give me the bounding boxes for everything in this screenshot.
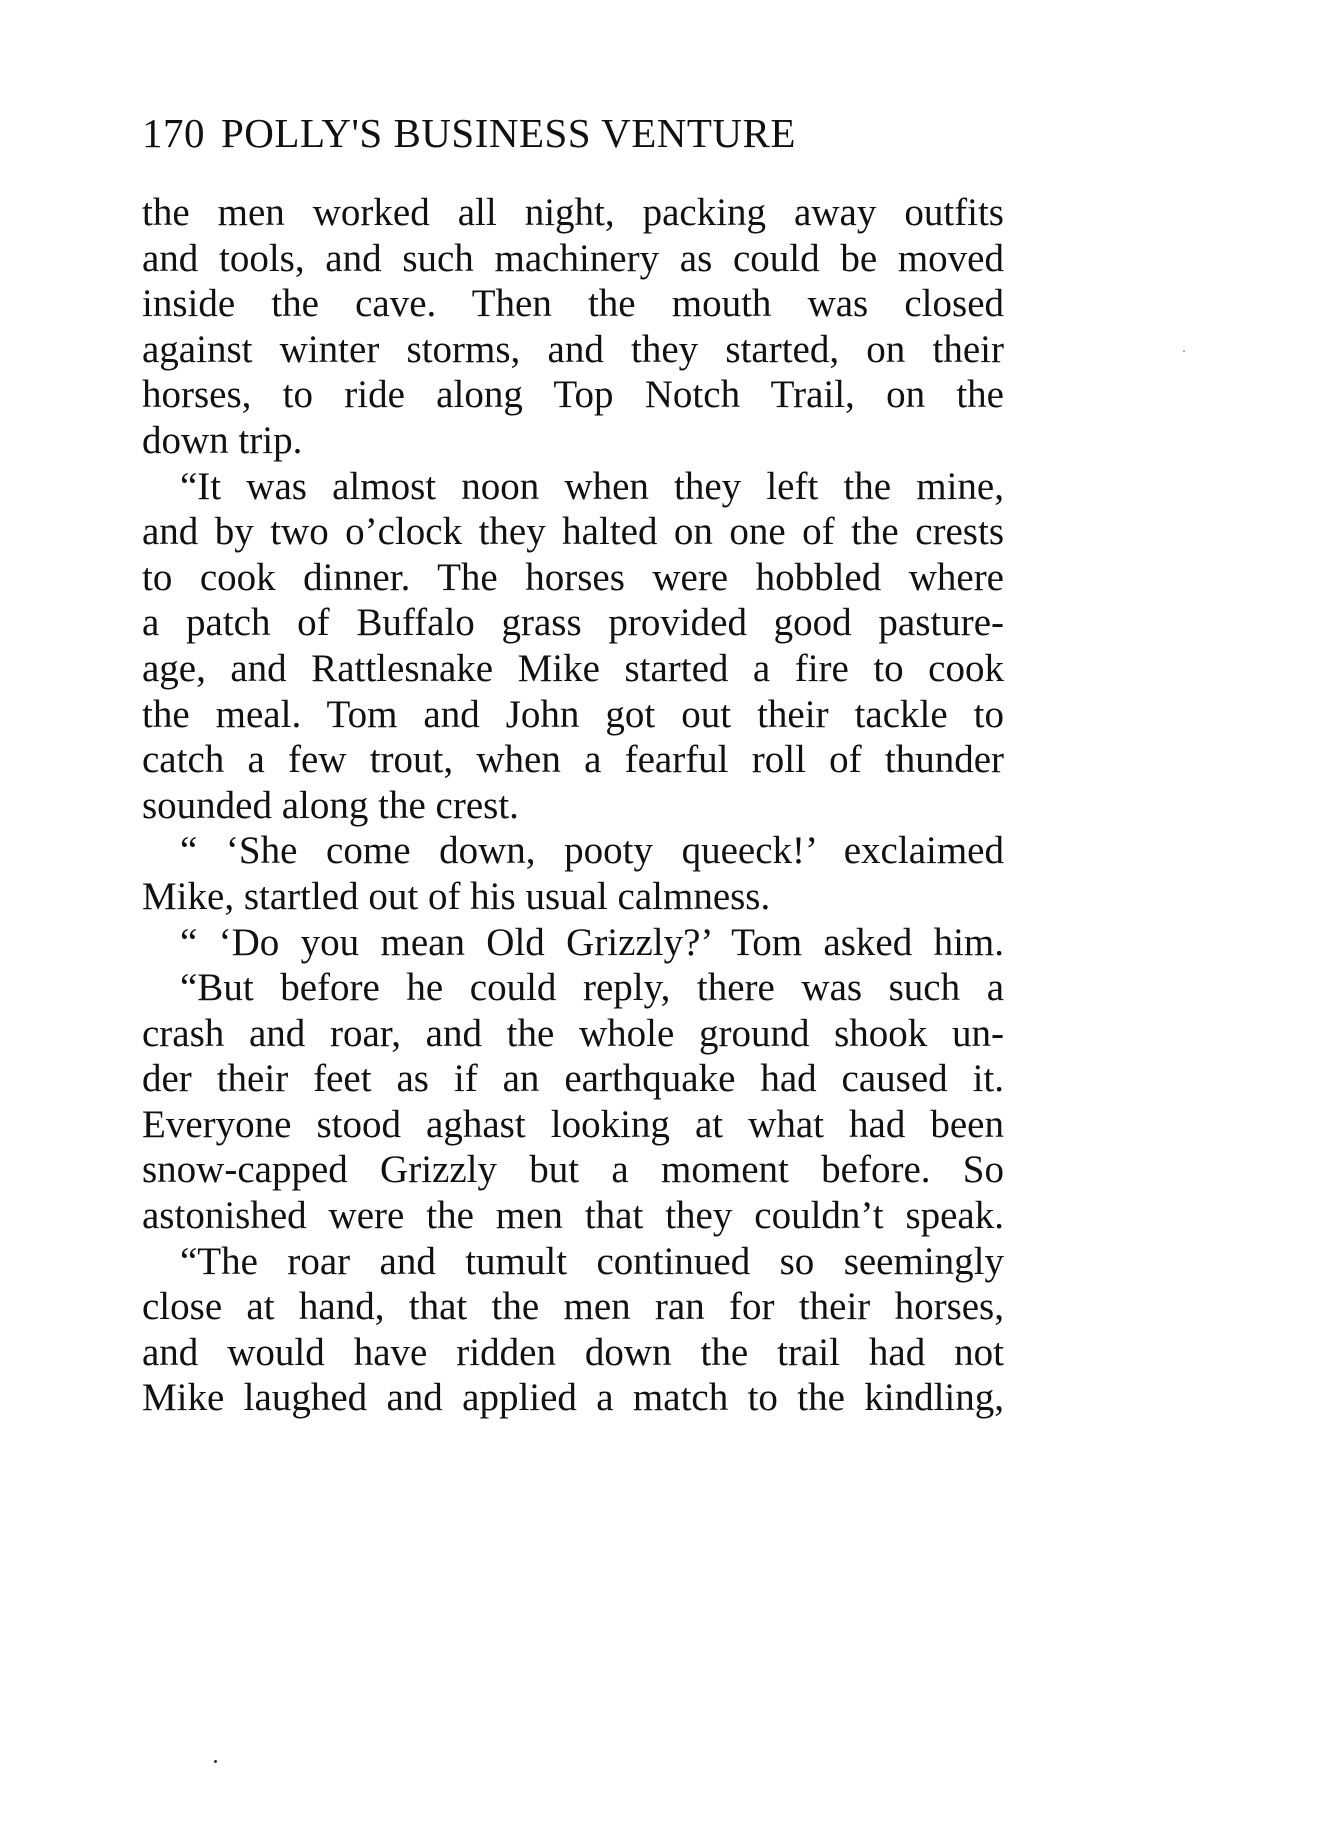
text-line: snow-capped Grizzly but a moment before. So (142, 1148, 1004, 1192)
text-line: “ ‘She come down, pooty queeck!’ exclaimed (180, 829, 1004, 873)
body-text (142, 190, 1004, 1421)
text-line: astonished were the men that they couldn’t speak. (142, 1194, 1004, 1238)
page-number: 170 (142, 110, 205, 156)
text-line: close at hand, that the men ran for their horses, (142, 1285, 1004, 1329)
text-line: horses, to ride along Top Notch Trail, on the (142, 373, 1004, 417)
text-line: the meal. Tom and John got out their tackle to (142, 692, 1004, 736)
text-line: inside the cave. Then the mouth was closed (142, 282, 1004, 326)
text-line: Everyone stood aghast looking at what had been (142, 1102, 1004, 1146)
text-line: crash and roar, and the whole ground shook un- (142, 1011, 1004, 1055)
text-line: and tools, and such machinery as could be moved (142, 236, 1004, 280)
text-line: the men worked all night, packing away outfits (142, 191, 1004, 234)
text-line: and would have ridden down the trail had not (142, 1330, 1004, 1374)
text-line: age, and Rattlesnake Mike started a fire to cook (142, 646, 1004, 690)
text-line: and by two o’clock they halted on one of the crests (142, 510, 1004, 554)
text-line: catch a few trout, when a fearful roll of thunder (142, 738, 1004, 782)
text-line: down trip. (142, 418, 303, 462)
scan-speck (1183, 350, 1185, 352)
text-line: against winter storms, and they started, on their (142, 327, 1004, 371)
text-line: der their feet as if an earthquake had caused it. (142, 1057, 1004, 1101)
text-line: Mike, startled out of his usual calmness. (142, 874, 771, 918)
text-line: Mike laughed and applied a match to the kindling, (142, 1376, 1004, 1420)
text-line: a patch of Buffalo grass provided good pasture- (142, 601, 1004, 645)
scan-speck (214, 1760, 217, 1763)
text-line: sounded along the crest. (142, 783, 519, 827)
text-line: “ ‘Do you mean Old Grizzly?’ Tom asked him. (180, 920, 1004, 964)
text-line: “It was almost noon when they left the mine, (180, 464, 1004, 508)
running-head (142, 108, 1022, 158)
running-title: POLLY'S BUSINESS VENTURE (221, 110, 796, 156)
text-line: to cook dinner. The horses were hobbled where (142, 555, 1004, 599)
text-line: “But before he could reply, there was such a (180, 966, 1004, 1010)
text-line: “The roar and tumult continued so seemingly (180, 1239, 1004, 1283)
